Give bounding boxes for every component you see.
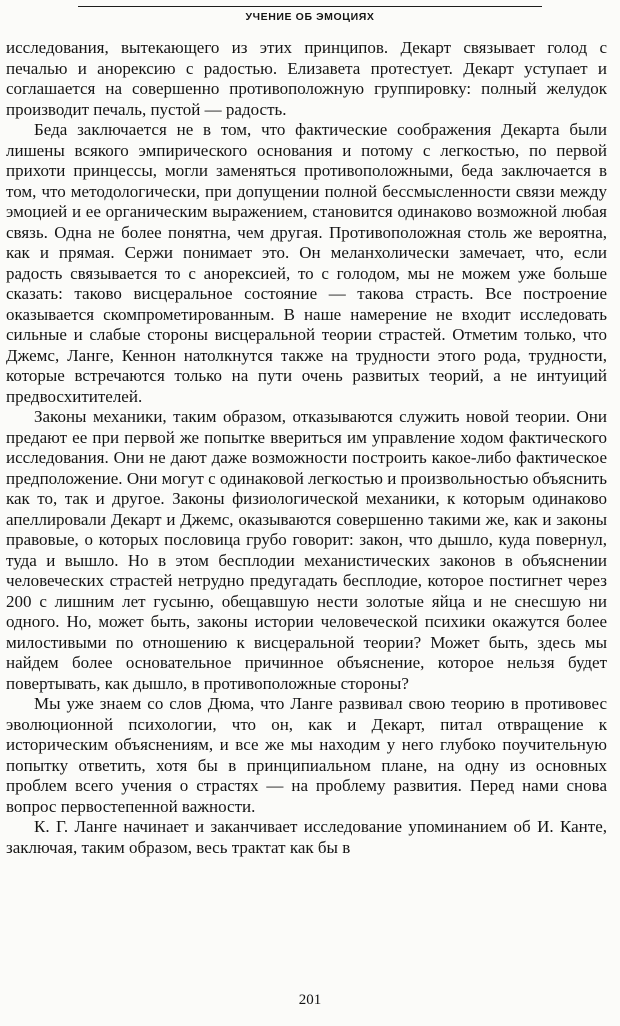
paragraph: Беда заключается не в том, что фактические соображения Декарта были лишены всякого эмпирического основания и потому с легкостью, по первой прихоти принцессы, могли заменяться противоположными, беда заключается в том, что методологически, при допущении полной бессмысленности связи между эмоцией и ее органическим выражением, становится одинаково возможной любая связь. Одна не более понятна, чем другая. Противоположная столь же вероятна, как и прямая. Сержи понимает это. Он меланхолически замечает, что, если радость связывается то с анорексией, то с голодом, мы не можем уже больше сказать: таково висцеральное состояние — такова страсть. Все построение оказывается скомпрометированным. В наше намерение не входит исследовать сильные и слабые стороны висцеральной теории страстей. Отметим только, что Джемс, Ланге, Кеннон натолкнутся также на трудности этого рода, трудности, которые встречаются только на пути очень развитых теорий, а не интуиций предвосхитителей. bbox=[6, 120, 607, 406]
running-header: УЧЕНИЕ ОБ ЭМОЦИЯХ bbox=[245, 11, 375, 23]
paragraph: Законы механики, таким образом, отказываются служить новой теории. Они предают ее при первой же попытке ввериться им управление ходом фактического исследования. Они не дают даже возможности построить какое-либо фактическое предположение. Они могут с одинаковой легкостью и произвольностью объяснить как то, так и другое. Законы физиологической механики, к которым одинаково апеллировали Декарт и Джемс, оказываются совершенно такими же, как и законы правовые, о которых пословица грубо говорит: закон, что дышло, куда повернул, туда и вышло. Но в этом бесплодии механистических законов в объяснении человеческих страстей нетрудно предугадать бесплодие, которое постигнет через 200 с лишним лет гусыню, обещавшую нести золотые яйца и не снесшую ни одного. Но, может быть, законы истории человеческой психики окажутся более милостивыми по отношению к висцеральной теории? Может быть, здесь мы найдем более основательное причинное объяснение, которое нельзя будет повертывать, как дышло, в противоположные стороны? bbox=[6, 407, 607, 693]
page-body bbox=[6, 38, 607, 858]
paragraph: К. Г. Ланге начинает и заканчивает исследование упоминанием об И. Канте, заключая, таким образом, весь трактат как бы в bbox=[6, 817, 607, 857]
page-number: 201 bbox=[298, 992, 322, 1008]
header-rule bbox=[78, 6, 542, 7]
paragraph-continuation: исследования, вытекающего из этих принципов. Декарт связывает голод с печалью и анорексию с радостью. Елизавета протестует. Декарт уступает и соглашается на совершенно противоположную группировку: полный желудок производит печаль, пустой — радость. bbox=[6, 38, 607, 119]
paragraph: Мы уже знаем со слов Дюма, что Ланге развивал свою теорию в противовес эволюционной психологии, что он, как и Декарт, питал отвращение к историческим объяснениям, и все же мы находим у него глубоко поучительную попытку ответить, хотя бы в принципиальном плане, на одну из основных проблем всего учения о страстях — на проблему развития. Перед нами снова вопрос первостепенной важности. bbox=[6, 694, 607, 816]
